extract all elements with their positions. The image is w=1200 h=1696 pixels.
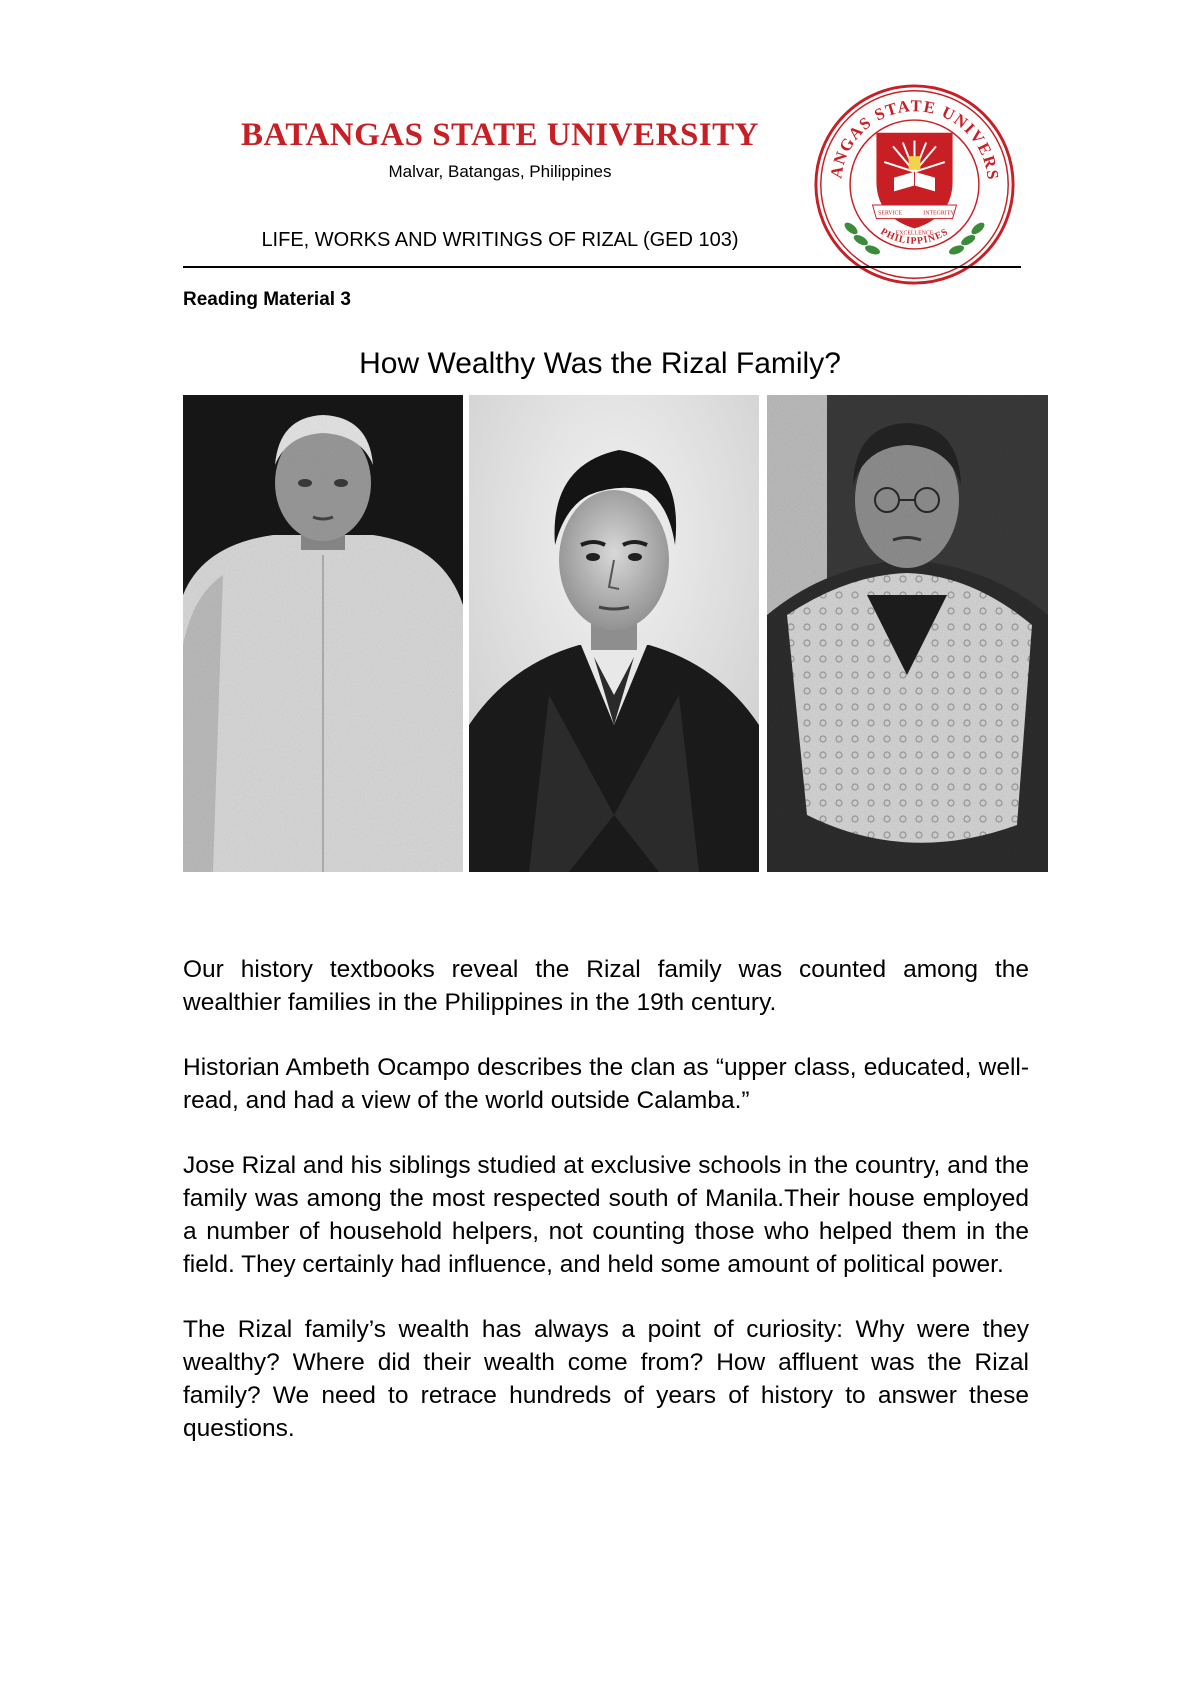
- header-divider: [183, 266, 1021, 268]
- university-name: BATANGAS STATE UNIVERSITY: [240, 117, 759, 153]
- seal-ring-bottom-text: PHILIPPINES: [878, 226, 951, 247]
- paragraph-3: Jose Rizal and his siblings studied at exclusive schools in the country, and the family was among the most respected south of Manila.Their house employed a number of household helpers, not counting those who helped them in the field. They certainly had influence, and held some amount of political power.: [183, 1152, 1029, 1278]
- page-title: How Wealthy Was the Rizal Family?: [359, 347, 841, 380]
- seal-ring-top-text: ANGAS STATE UNIVERS: [826, 96, 1003, 182]
- seal-ribbon-right: INTEGRITY: [923, 210, 955, 217]
- portrait-elderly-woman: [767, 395, 1048, 872]
- seal-ribbon-left: SERVICE: [878, 210, 903, 217]
- paragraph-1: Our history textbooks reveal the Rizal family was counted among the wealthier families in the Philippines in the 19th century.: [183, 956, 1029, 1016]
- paragraph-4: The Rizal family’s wealth has always a point of curiosity: Why were they wealthy? Where did their wealth come from? How affluent was the Rizal family? We need to retrace hundreds of years of history to answer these questions.: [183, 1316, 1029, 1442]
- portrait-elderly-man: [183, 395, 463, 872]
- reading-material-label: Reading Material 3: [183, 289, 351, 310]
- seal-year: 1903: [907, 219, 922, 227]
- article-body: [183, 953, 1029, 1477]
- portrait-young-man: [469, 395, 759, 872]
- course-title: LIFE, WORKS AND WRITINGS OF RIZAL (GED 103): [261, 229, 739, 251]
- paragraph-2: Historian Ambeth Ocampo describes the clan as “upper class, educated, well-read, and had a view of the world outside Calamba.”: [183, 1054, 1029, 1114]
- seal-ribbon-center: EXCELLENCE: [895, 230, 934, 237]
- university-seal-logo: [812, 82, 1017, 287]
- university-location: Malvar, Batangas, Philippines: [388, 162, 612, 181]
